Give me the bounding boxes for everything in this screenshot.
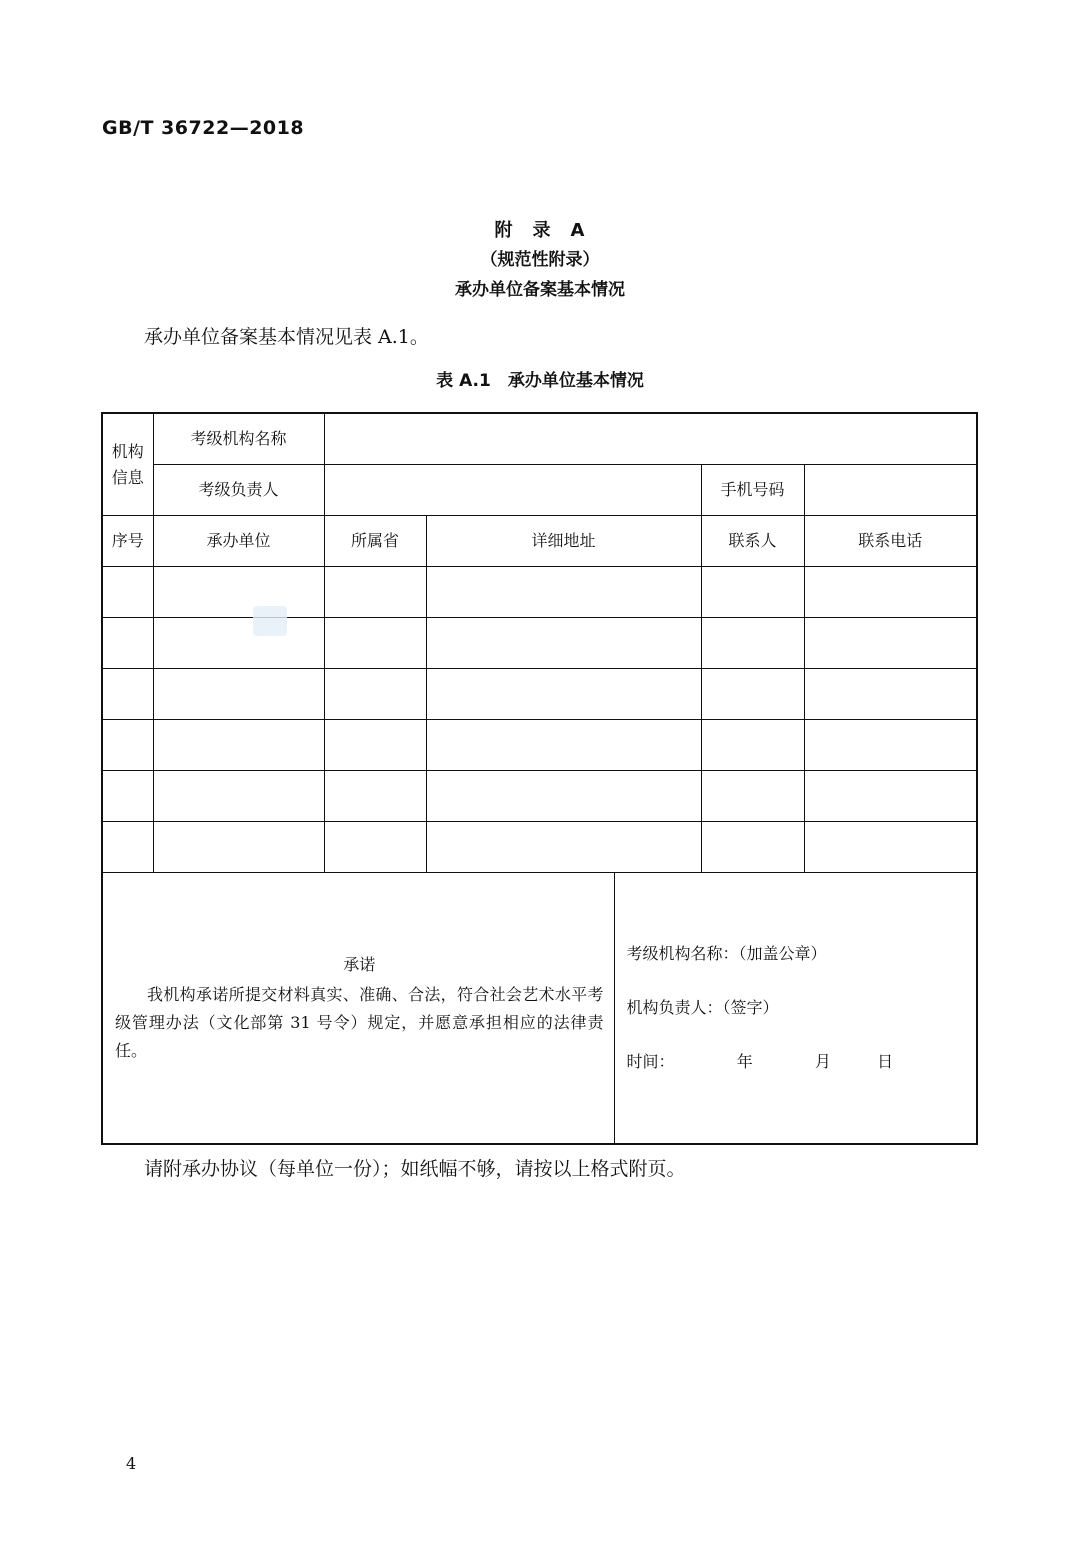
org-name-label: 考级机构名称 bbox=[153, 413, 324, 465]
table-cell[interactable] bbox=[324, 669, 426, 720]
mobile-field[interactable] bbox=[804, 465, 977, 516]
table-cell[interactable] bbox=[701, 567, 804, 618]
table-cell[interactable] bbox=[426, 771, 701, 822]
footer-note: 请附承办协议（每单位一份）；如纸幅不够，请按以上格式附页。 bbox=[144, 1158, 686, 1180]
table-cell[interactable] bbox=[153, 822, 324, 873]
appendix-heading: 承办单位备案基本情况 bbox=[455, 280, 625, 300]
table-cell[interactable] bbox=[804, 822, 977, 873]
table-cell[interactable] bbox=[804, 618, 977, 669]
table-row bbox=[102, 669, 977, 720]
pledge-title: 承诺 bbox=[343, 955, 376, 974]
table-cell[interactable] bbox=[102, 567, 153, 618]
appendix-type: （规范性附录） bbox=[480, 250, 600, 270]
org-name-field[interactable] bbox=[324, 413, 977, 465]
table-cell[interactable] bbox=[324, 822, 426, 873]
table-cell[interactable] bbox=[324, 618, 426, 669]
responsible-sign-line: 机构负责人：（签字） bbox=[626, 998, 779, 1017]
pledge-cell bbox=[102, 873, 614, 1145]
appendix-title: 附 录 A bbox=[494, 220, 586, 241]
column-header: 联系电话 bbox=[804, 516, 977, 567]
table-row bbox=[102, 618, 977, 669]
watermark-mark bbox=[253, 606, 287, 636]
table-cell[interactable] bbox=[701, 822, 804, 873]
table-cell[interactable] bbox=[804, 771, 977, 822]
table-cell[interactable] bbox=[102, 720, 153, 771]
signature-block bbox=[615, 941, 977, 1075]
column-header-row bbox=[102, 516, 977, 567]
org-seal-line: 考级机构名称：（加盖公章） bbox=[626, 944, 827, 963]
mobile-label: 手机号码 bbox=[701, 465, 804, 516]
table-cell[interactable] bbox=[324, 771, 426, 822]
table-row bbox=[102, 771, 977, 822]
table-cell[interactable] bbox=[102, 669, 153, 720]
standard-code: GB/T 36722—2018 bbox=[102, 117, 305, 139]
table-cell[interactable] bbox=[426, 822, 701, 873]
pledge-block bbox=[103, 951, 614, 1065]
table-cell[interactable] bbox=[804, 720, 977, 771]
table-cell[interactable] bbox=[324, 720, 426, 771]
table-cell[interactable] bbox=[102, 822, 153, 873]
registration-table bbox=[101, 412, 978, 1145]
table-cell[interactable] bbox=[701, 771, 804, 822]
page-number: 4 bbox=[126, 1454, 137, 1473]
table-cell[interactable] bbox=[426, 720, 701, 771]
table-cell[interactable] bbox=[324, 567, 426, 618]
table-cell[interactable] bbox=[102, 618, 153, 669]
table-cell[interactable] bbox=[153, 720, 324, 771]
table-cell[interactable] bbox=[102, 771, 153, 822]
table-cell[interactable] bbox=[153, 567, 324, 618]
column-header: 序号 bbox=[102, 516, 153, 567]
signature-cell bbox=[614, 873, 977, 1145]
pledge-body: 我机构承诺所提交材料真实、准确、合法，符合社会艺术水平考级管理办法（文化部第 31 号令）规定，并愿意承担相应的法律责任。 bbox=[115, 985, 604, 1060]
table-row bbox=[102, 567, 977, 618]
year-label: 年 bbox=[736, 1052, 753, 1071]
column-header: 详细地址 bbox=[426, 516, 701, 567]
time-label: 时间： bbox=[626, 1052, 675, 1071]
table-row bbox=[102, 720, 977, 771]
table-cell[interactable] bbox=[426, 618, 701, 669]
date-line bbox=[627, 1049, 977, 1075]
table-row bbox=[102, 822, 977, 873]
table-cell[interactable] bbox=[426, 567, 701, 618]
org-info-label: 机构 信息 bbox=[102, 413, 153, 516]
column-header: 所属省 bbox=[324, 516, 426, 567]
table-caption: 表 A.1 承办单位基本情况 bbox=[436, 371, 644, 391]
table-cell[interactable] bbox=[153, 618, 324, 669]
table-cell[interactable] bbox=[804, 669, 977, 720]
month-label: 月 bbox=[814, 1052, 831, 1071]
table-cell[interactable] bbox=[701, 618, 804, 669]
column-header: 联系人 bbox=[701, 516, 804, 567]
table-cell[interactable] bbox=[426, 669, 701, 720]
responsible-label: 考级负责人 bbox=[153, 465, 324, 516]
responsible-field[interactable] bbox=[324, 465, 701, 516]
table-cell[interactable] bbox=[701, 669, 804, 720]
table-cell[interactable] bbox=[153, 669, 324, 720]
table-cell[interactable] bbox=[153, 771, 324, 822]
intro-text: 承办单位备案基本情况见表 A.1。 bbox=[144, 326, 429, 348]
table-cell[interactable] bbox=[701, 720, 804, 771]
column-header: 承办单位 bbox=[153, 516, 324, 567]
table-cell[interactable] bbox=[804, 567, 977, 618]
day-label: 日 bbox=[877, 1052, 894, 1071]
